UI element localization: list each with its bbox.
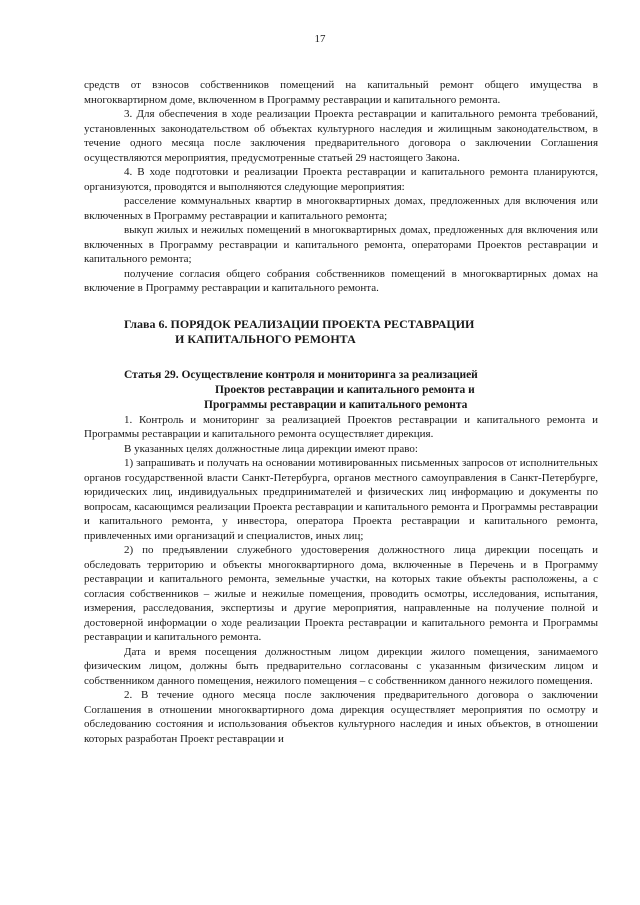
article-paragraph: 2) по предъявлении служебного удостоверения должностного лица дирекции посещать и обследовать территорию и объекты многоквартирного дома, включенные в Перечень и в Программу реставрации и капитального ремонта, земельные участки, на которых такие объекты расположены, а с согласия собственников – жилые и нежилые помещения, проводить осмотры, исследования, испытания, измерения, расследования, экспертизы и другие мероприятия, направленные на получение полной и достоверной информации о ходе реализации Проекта реставрации и капитального ремонта и Программы реставрации и капитального ремонта. <box>84 544 598 643</box>
chapter-heading-line1: Глава 6. ПОРЯДОК РЕАЛИЗАЦИИ ПРОЕКТА РЕСТАВРАЦИИ <box>124 316 475 331</box>
article-paragraph: 2. В течение одного месяца после заключения предварительного договора о заключении Соглашения в отношении многоквартирного дома дирекция осуществляет мероприятия по осмотру и обследованию состояния и использования объектов культурного наследия и иных объектов, в отношении которых разработан Проект реставрации и <box>84 689 598 745</box>
paragraph: получение согласия общего собрания собственников помещений в многоквартирных домах на включение в Программу реставрации и капитального ремонта. <box>84 267 598 294</box>
article-paragraph: В указанных целях должностные лица дирекции имеют право: <box>124 442 418 455</box>
article-heading <box>124 368 598 413</box>
paragraph: средств от взносов собственников помещений на капитальный ремонт общего имущества в многоквартирном доме, включенном в Программу реставрации и капитального ремонта. <box>84 79 598 106</box>
paragraph: расселение коммунальных квартир в многоквартирных домах, предложенных для включения или включенных в Программу реставрации и капитального ремонта; <box>84 195 598 222</box>
chapter-heading <box>124 317 598 347</box>
paragraph: 3. Для обеспечения в ходе реализации Проекта реставрации и капитального ремонта требований, установленных законодательством об объектах культурного наследия и жилищным законодательством, в течение одного месяца после заключения предварительного договора о заключении Соглашения осуществляются мероприятия, предусмотренные статьей 29 настоящего Закона. <box>84 108 598 164</box>
article-heading-line1: Статья 29. Осуществление контроля и мониторинга за реализацией <box>124 368 478 381</box>
article-heading-line2: Проектов реставрации и капитального ремонта и <box>215 383 475 396</box>
chapter-heading-line2: И КАПИТАЛЬНОГО РЕМОНТА <box>175 331 356 346</box>
paragraph: 4. В ходе подготовки и реализации Проекта реставрации и капитального ремонта планируются, организуются, проводятся и выполняются следующие мероприятия: <box>84 166 598 193</box>
article-paragraph: 1) запрашивать и получать на основании мотивированных письменных запросов от исполнительных органов государственной власти Санкт-Петербурга, органов местного самоуправления в Санкт-Петербурге, юридических лиц, индивидуальных предпринимателей и физических лиц информацию и документы по вопросам, касающимся реализации Проекта реставрации и капитального ремонта и Программы реставрации и капитального ремонта, у инвестора, оператора Проекта реставрации и капитального ремонта, привлеченных ими организаций и специалистов, иных лиц; <box>84 457 598 542</box>
article-paragraph: 1. Контроль и мониторинг за реализацией Проектов реставрации и капитального ремонта и Программы реставрации и капитального ремонта осуществляет дирекция. <box>84 413 598 440</box>
article-heading-line3: Программы реставрации и капитального ремонта <box>204 398 468 411</box>
page-body <box>84 78 598 746</box>
paragraph: выкуп жилых и нежилых помещений в многоквартирных домах, предложенных для включения или включенных в Программу реставрации и капитального ремонта, операторами Проектов реставрации и капитального ремонта; <box>84 224 598 265</box>
page-number: 17 <box>314 33 326 45</box>
article-paragraph: Дата и время посещения должностным лицом дирекции жилого помещения, занимаемого физическим лицом, должны быть предварительно согласованы с указанным физическим лицом и собственником данного помещения, нежилого помещения – с собственником данного нежилого помещения. <box>84 645 598 687</box>
